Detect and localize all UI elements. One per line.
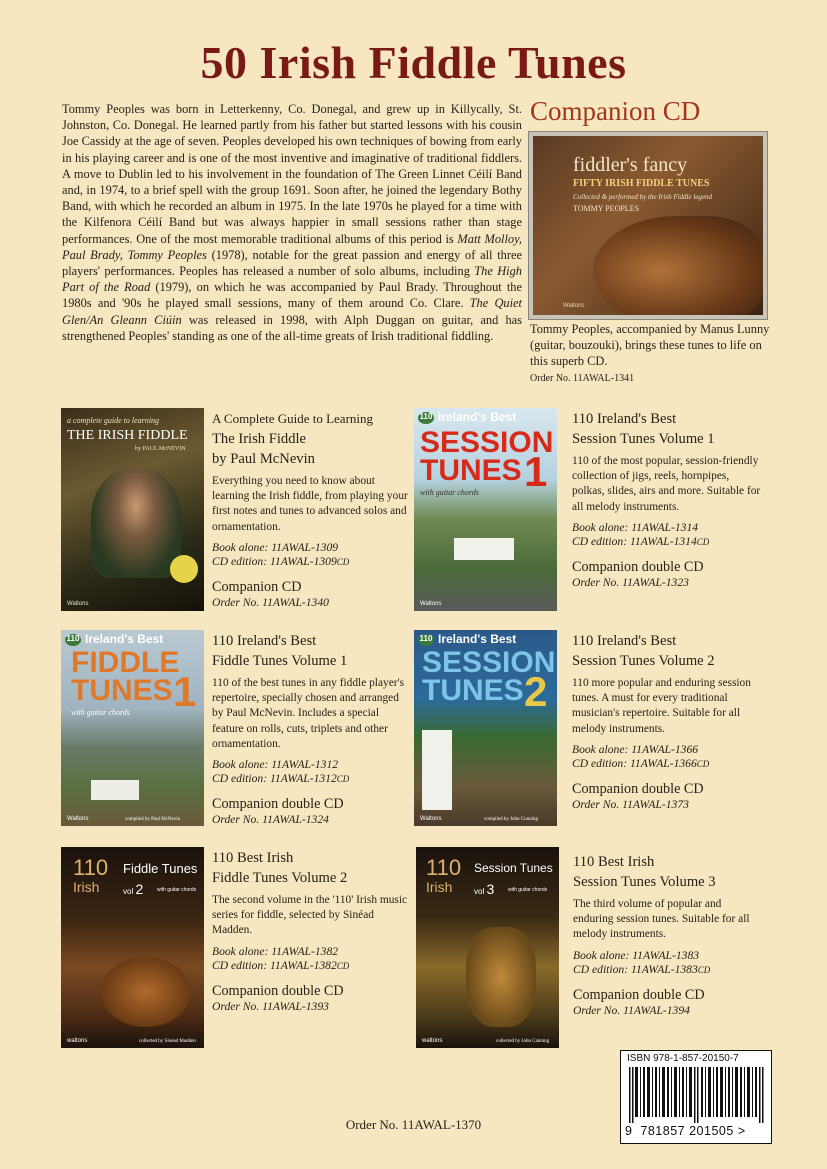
companion-cd-cover: fiddler's fancy FIFTY IRISH FIDDLE TUNES Collected & performed by the Irish Fiddle legend TOMMY PEOPLES Waltons [533, 136, 763, 315]
product-irish-fiddle: A Complete Guide to Learning The Irish Fiddle by Paul McNevin Everything you need to know about learning the Irish fiddle, from playing your first notes and tunes to advanced solos and ornamentation. Book alone: 11AWAL-1309 CD edition: 11AWAL-1309CD Companion CD Order No. 11AWAL-1340 [212, 411, 408, 610]
book-cover-session-tunes-2: 110 Ireland's Best SESSION TUNES 2 compiled by John Cunning Waltons [414, 630, 557, 826]
cottage-image [454, 538, 514, 560]
product-session-tunes-3: 110 Best Irish Session Tunes Volume 3 The third volume of popular and enduring session tunes. Suitable for all melody instruments. Book alone: 11AWAL-1383 CD edition: 11AWAL-1383CD Companion double CD Order No. 11AWAL-1394 [573, 854, 750, 1018]
book-cover-fiddle-tunes-1: 110 Ireland's Best FIDDLE TUNES 1 with guitar chords compiled by Paul McNevin Waltons [61, 630, 204, 826]
player-image [91, 468, 181, 578]
page-title: 50 Irish Fiddle Tunes [200, 37, 627, 88]
companion-cd-heading: Companion CD [530, 96, 701, 126]
gate-image [422, 730, 452, 810]
intro-paragraph: Tommy Peoples was born in Letterkenny, Co. Donegal, and grew up in Killycally, St. Johnston, Co. Donegal. He learned partly from his father but started lessons with his cousin Joe Cassidy at the age of seven. Peoples developed his own techniques of bowing from early in his playing career and is one of the most inventive and imaginative of traditional fiddlers. A move to Dublin led to his involvement in the foundation of The Green Linnet Céilí Band and, in 1974, to a brief spell with the group 1691. Soon after, he joined the legendary Bothy Band, with which he recorded an album in 1975. In the late 1970s he played for a time with the Kilfenora Céilí Band but was always happier in small sessions rather than stage performances. One of the most memorable traditional albums of this period is Matt Molloy, Paul Brady, Tommy Peoples (1978), notable for the great passion and energy of all three players' performances. Peoples has released a number of solo albums, including The High Part of the Road (1979), on which he was accompanied by Paul Brady. Throughout the 1980s and '90s he played small sessions, many of them around Co. Clare. The Quiet Glen/An Gleann Ciúin was released in 1998, with Alph Duggan on guitar, and has strengthened Peoples' standing as one of the all-time greats of Irish traditional fiddling. [62, 102, 523, 343]
book-cover-irish-fiddle: a complete guide to learning THE IRISH FIDDLE by PAUL McNEVIN Waltons [61, 408, 204, 611]
barcode-bars [627, 1067, 765, 1123]
album-title: The High Part of the Road [62, 264, 523, 295]
companion-cd-order: Order No. 11AWAL-1341 [530, 373, 635, 384]
violin-image [466, 927, 536, 1027]
album-title: The Quiet Glen/An Gleann Ciúin [62, 296, 522, 327]
book-cover-session-tunes-1: 110 Ireland's Best SESSION TUNES 1 with guitar chords Waltons [414, 408, 557, 611]
footer-order-number: Order No. 11AWAL-1370 [345, 1117, 482, 1132]
product-session-tunes-1: 110 Ireland's Best Session Tunes Volume 1 110 of the most popular, session-friendly collection of jigs, reels, hornpipes, polkas, slides, airs and more. Suitable for all melody instruments. Book alone: 11AWAL-1314 CD edition: 11AWAL-1314CD Companion double CD Order No. 11AWAL-1323 [572, 411, 761, 590]
product-session-tunes-2: 110 Ireland's Best Session Tunes Volume 2 110 more popular and enduring session tunes. A must for every traditional musician's repertoire. Suitable for all melody instruments. Book alone: 11AWAL-1366 CD edition: 11AWAL-1366CD Companion double CD Order No. 11AWAL-1373 [572, 633, 751, 812]
product-fiddle-tunes-2: 110 Best Irish Fiddle Tunes Volume 2 The second volume in the '110' Irish music series for fiddle, selected by Sinéad Madden. Book alone: 11AWAL-1382 CD edition: 11AWAL-1382CD Companion double CD Order No. 11AWAL-1393 [212, 850, 408, 1014]
album-title: Matt Molloy, Paul Brady, Tommy Peoples [62, 231, 523, 262]
violin-image [101, 957, 191, 1027]
book-cover-fiddle-tunes-2: 110 Irish Fiddle Tunes vol 2 with guitar chords collected by Sinéad Madden waltons [61, 847, 204, 1048]
book-cover-session-tunes-3: 110 Irish Session Tunes vol 3 with guitar chords collected by John Canning waltons [416, 847, 559, 1048]
cd-sticker [170, 555, 198, 583]
isbn-barcode: ISBN 978-1-857-20150-7 9 781857 201505 > [620, 1050, 772, 1144]
barcode-digits: 9 781857 201505 > [625, 1124, 746, 1138]
companion-cd-caption: Tommy Peoples, accompanied by Manus Lunny (guitar, bouzouki), brings these tunes to life on this superb CD. [530, 322, 770, 369]
cottage-image [91, 780, 139, 800]
violin-image [593, 216, 763, 315]
product-fiddle-tunes-1: 110 Ireland's Best Fiddle Tunes Volume 1 110 of the best tunes in any fiddle player's repertoire, specially chosen and arranged by Paul McNevin. Includes a special feature on rolls, cuts, triplets and other ornamentation. Book alone: 11AWAL-1312 CD edition: 11AWAL-1312CD Companion double CD Order No. 11AWAL-1324 [212, 633, 405, 827]
